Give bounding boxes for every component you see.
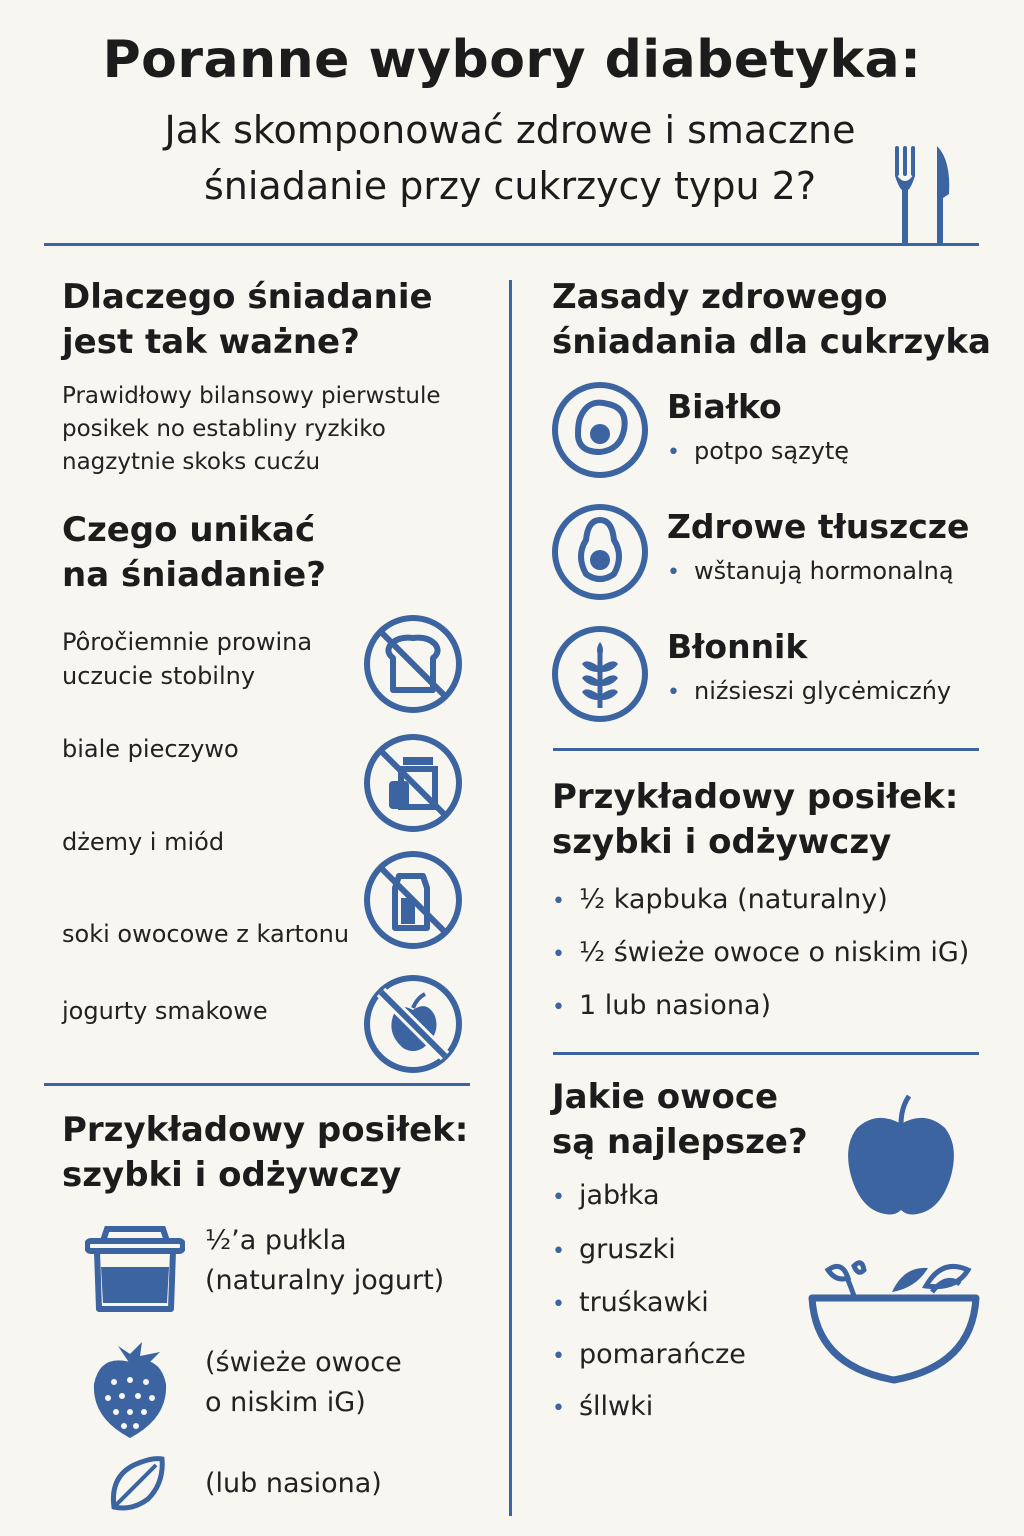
bullet-dot: • [552,942,565,967]
meal-left-heading [62,1108,468,1198]
bullet-dot: • [552,1396,565,1421]
seed-icon [108,1455,166,1513]
list-item [552,1339,746,1370]
salad-bowl-icon [808,1256,980,1384]
yogurt-cup-icon [85,1223,185,1315]
list-item-text: śllwki [578,1391,654,1422]
list-item-text: ½ świeże owoce o niskim iG) [578,937,970,968]
meal-right-heading [552,775,958,865]
text-line: Pôročiemnie prowina [62,628,313,656]
heading-line: są najlepsze? [552,1122,808,1162]
egg-icon [550,378,654,482]
why-heading [62,275,433,365]
text-line: ½’a pułkla [205,1225,347,1256]
text-line: posikek no establiny ryzkiko [62,416,386,442]
heading-line: szybki i odżywczy [62,1155,402,1195]
list-item [552,1234,676,1265]
list-item [552,1180,660,1211]
heading-line: Zasady zdrowego [552,277,888,317]
header-divider [44,243,979,246]
heading-line: śniadania dla cukrzyka [552,322,991,362]
text-line: o niskim iG) [205,1387,366,1418]
list-item-text: 1 lub nasiona) [578,990,772,1021]
left-divider [44,1083,470,1086]
cutlery-icon [893,146,955,246]
heading-line: jest tak ważne? [62,322,360,362]
list-item-text: truśkawki [578,1287,709,1318]
fruits-heading [552,1075,808,1165]
text-line: (świeże owoce [205,1347,402,1378]
list-item [552,937,969,968]
list-item-text: ½ kapbuka (naturalny) [578,884,888,915]
rule-sub [667,557,954,585]
heading-line: Dlaczego śniadanie [62,277,433,317]
list-item-text: gruszki [578,1234,676,1265]
no-jam-icon [361,731,465,835]
heading-line: Przykładowy posiłek: [552,777,959,817]
right-divider [553,748,979,751]
heading-line: na śniadanie? [62,555,326,595]
meal-left-item [205,1343,402,1423]
rule-title: Białko [667,387,782,426]
bullet-dot: • [552,995,565,1020]
meal-left-item [205,1221,444,1301]
text-line: Prawidłowy bilansowy pierwstule [62,383,441,409]
page-title: Poranne wybory diabetyka: [102,30,922,90]
why-text [62,380,502,479]
avoid-item-label: biale pieczywo [62,735,239,763]
list-item-text: pomarańcze [578,1339,746,1370]
page-subtitle [90,102,930,214]
text-line: uczucie stobilny [62,662,256,690]
text-line: nagzytnie skoks cucźu [62,449,321,475]
bullet-dot: • [552,1185,565,1210]
heading-line: Czego unikać [62,510,316,550]
bullet-dot: • [667,440,680,465]
avoid-item-label: soki owocowe z kartonu [62,920,350,948]
rule-title: Błonnik [667,627,808,666]
avoid-item-label: jogurty smakowe [62,997,268,1025]
list-item [552,1391,653,1422]
heading-line: Jakie owoce [552,1077,779,1117]
avoid-item-label: dżemy i miód [62,828,225,856]
heading-line: Przykładowy posiłek: [62,1110,469,1150]
rule-sub-text: wštanują hormonalną [693,557,954,585]
subtitle-line: śniadanie przy cukrzycy typu 2? [203,164,816,208]
avoid-intro [62,625,312,693]
wheat-icon [550,622,654,726]
rules-heading [552,275,991,365]
rule-title: Zdrowe tłuszcze [667,507,970,546]
bullet-dot: • [552,1239,565,1264]
no-fruit-yogurt-icon [361,972,465,1076]
bullet-dot: • [552,1344,565,1369]
no-juice-icon [361,848,465,952]
text-line: (naturalny jogurt) [205,1265,445,1296]
right-divider [553,1052,979,1055]
column-divider [509,280,512,1516]
strawberry-icon [90,1340,170,1440]
bullet-dot: • [667,560,680,585]
rule-sub-text: potpo sązytę [693,437,850,465]
list-item [552,990,771,1021]
apple-icon [845,1094,957,1218]
rule-sub [667,677,951,705]
heading-line: szybki i odżywczy [552,822,892,862]
meal-left-item: (lub nasiona) [205,1468,382,1499]
bullet-dot: • [552,889,565,914]
list-item [552,884,888,915]
subtitle-line: Jak skomponować zdrowe i smaczne [164,108,856,152]
bullet-dot: • [552,1292,565,1317]
list-item-text: jabłka [578,1180,660,1211]
bullet-dot: • [667,680,680,705]
rule-sub [667,437,849,465]
list-item [552,1287,709,1318]
no-bread-icon [361,612,465,716]
rule-sub-text: niźsieszi glycėmiczńy [693,677,952,705]
avoid-heading [62,508,326,598]
avocado-icon [550,500,654,604]
